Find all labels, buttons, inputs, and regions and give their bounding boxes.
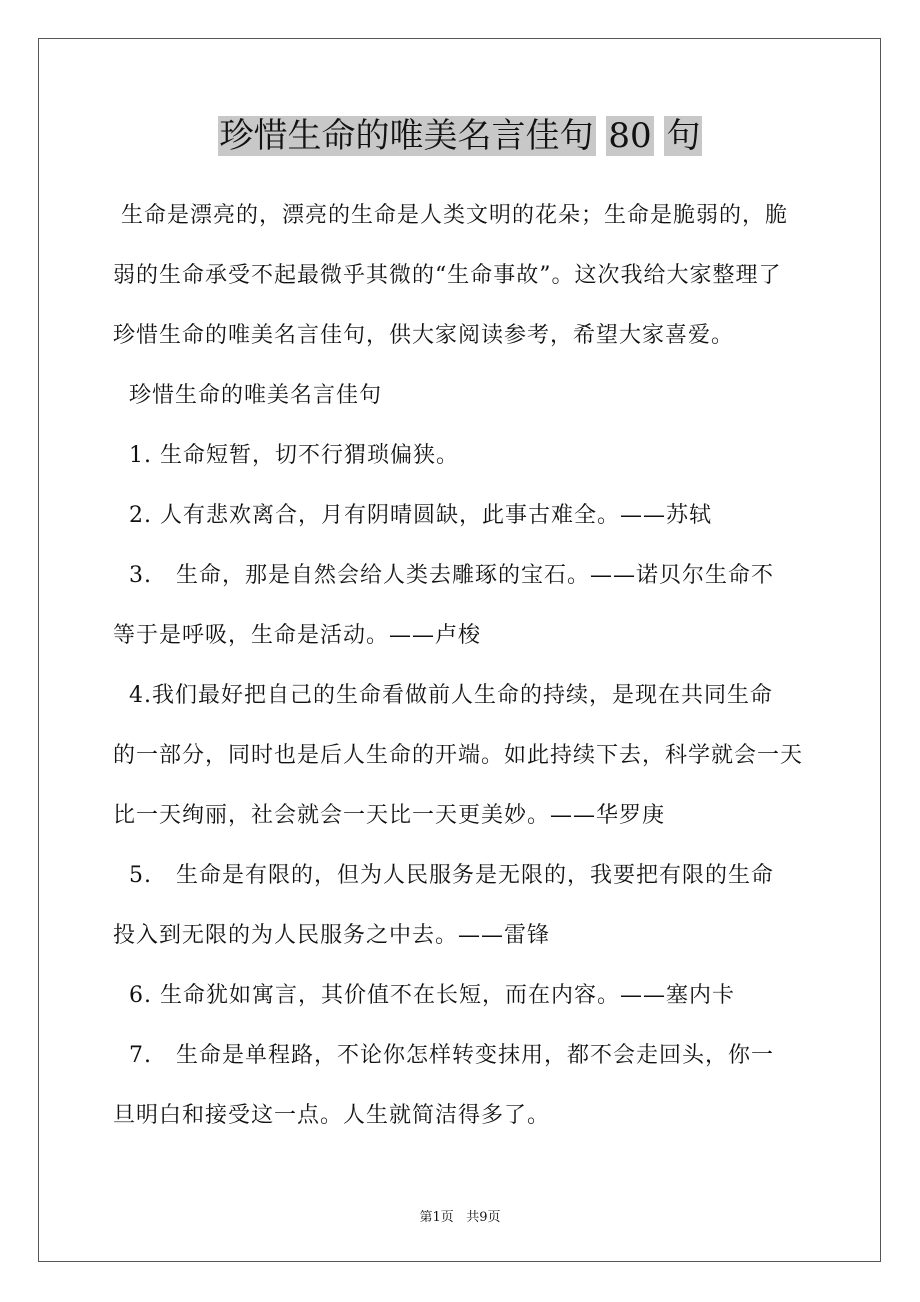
quote-line: 比一天绚丽，社会就会一天比一天更美妙。——华罗庚 [113,803,666,828]
quote-line: 的一部分，同时也是后人生命的开端。如此持续下去，科学就会一天 [113,743,804,768]
title-suffix: 句 [666,116,701,156]
document-body [113,186,813,1146]
quote-line: 旦明白和接受这一点。人生就简洁得多了。 [113,1103,551,1128]
quote-line: 3. 生命，那是自然会给人类去雕琢的宝石。——诺贝尔生命不 [113,563,774,588]
quote-line: 6. 生命犹如寓言，其价值不在长短，而在内容。——塞内卡 [113,983,735,1008]
title-text: 珍惜生命的唯美名言佳句 [219,116,594,156]
quote-line: 7. 生命是单程路，不论你怎样转变抹用，都不会走回头，你一 [113,1043,774,1068]
quote-line: 等于是呼吸，生命是活动。——卢梭 [113,623,482,648]
quote-line: 投入到无限的为人民服务之中去。——雷锋 [113,923,551,948]
quote-line: 2. 人有悲欢离合，月有阴晴圆缺，此事古难全。——苏轼 [113,503,712,528]
page-total: 共9页 [466,1210,501,1225]
document-title [0,112,920,160]
title-number: 80 [608,116,652,156]
section-heading: 珍惜生命的唯美名言佳句 [113,383,382,408]
page-footer [0,1206,920,1225]
page-number: 第1页 [419,1210,454,1225]
text-line: 弱的生命承受不起最微乎其微的“生命事故”。这次我给大家整理了 [113,263,782,288]
quote-line: 1. 生命短暂，切不行猬琐偏狭。 [113,443,459,468]
text-line: 生命是漂亮的，漂亮的生命是人类文明的花朵；生命是脆弱的，脆 [113,203,788,228]
quote-line: 4.我们最好把自己的生命看做前人生命的持续，是现在共同生命 [113,683,773,708]
text-line: 珍惜生命的唯美名言佳句，供大家阅读参考，希望大家喜爱。 [113,323,735,348]
quote-line: 5. 生命是有限的，但为人民服务是无限的，我要把有限的生命 [113,863,774,888]
